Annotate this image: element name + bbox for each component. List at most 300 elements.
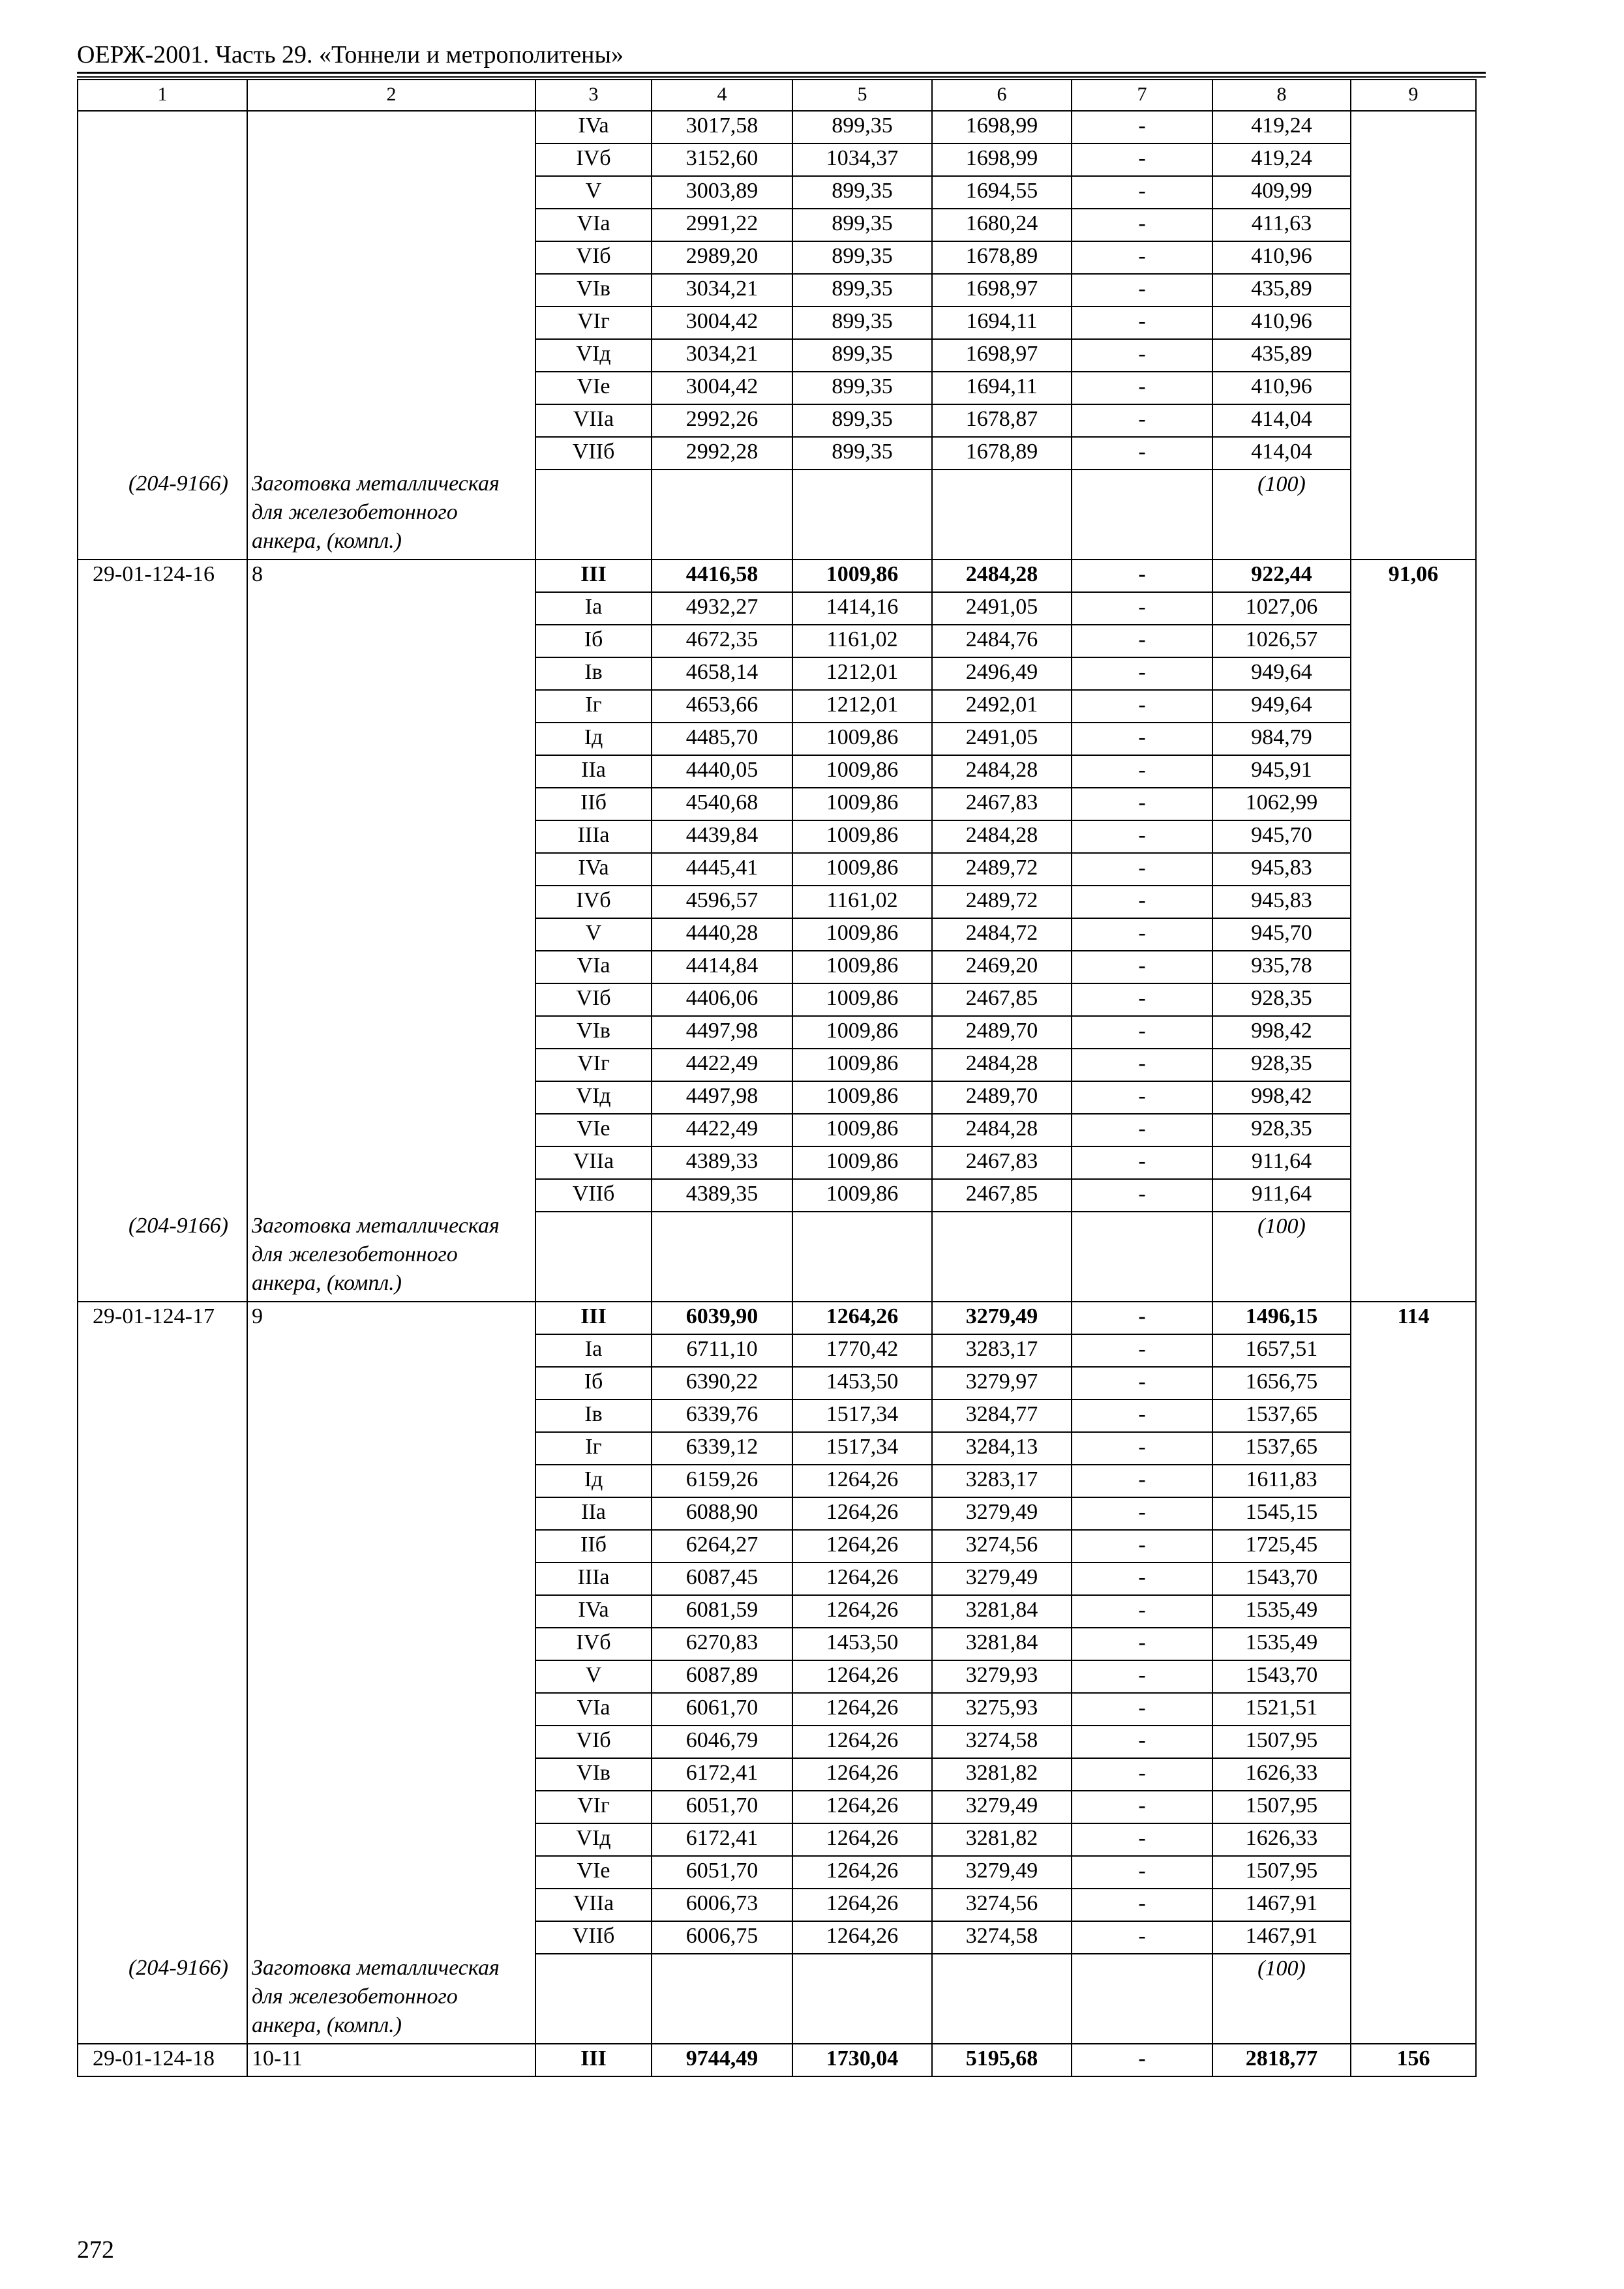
value-c5: 1009,86 bbox=[792, 951, 932, 983]
value-c4: 4485,70 bbox=[652, 723, 792, 755]
value-c5: 1009,86 bbox=[792, 723, 932, 755]
value-c3: VIб bbox=[535, 1726, 652, 1758]
value-c8: 1027,06 bbox=[1212, 592, 1351, 625]
value-c4: 6087,45 bbox=[652, 1563, 792, 1595]
value-c8: 1543,70 bbox=[1212, 1660, 1351, 1693]
value-c6: 3274,58 bbox=[932, 1726, 1072, 1758]
value-c5: 1264,26 bbox=[792, 1856, 932, 1889]
rate-code: 29-01-124-17 bbox=[78, 1302, 247, 1954]
column-header: 5 bbox=[792, 80, 932, 111]
table-row-main bbox=[78, 2044, 1476, 2076]
value-c4: 6339,12 bbox=[652, 1432, 792, 1465]
value-c3: V bbox=[535, 918, 652, 951]
value-c6: 3281,82 bbox=[932, 1758, 1072, 1791]
value-c7: - bbox=[1072, 1465, 1212, 1497]
value-c5: 1009,86 bbox=[792, 1114, 932, 1146]
column-header: 2 bbox=[247, 80, 535, 111]
value-c4: 6339,76 bbox=[652, 1399, 792, 1432]
value-c8: 998,42 bbox=[1212, 1081, 1351, 1114]
value-c8: 911,64 bbox=[1212, 1179, 1351, 1212]
empty-cell bbox=[1072, 1954, 1212, 2044]
value-c8: 435,89 bbox=[1212, 274, 1351, 307]
column-header: 1 bbox=[78, 80, 247, 111]
value-c3: VIв bbox=[535, 1016, 652, 1049]
value-c4: 4932,27 bbox=[652, 592, 792, 625]
value-c8: 1626,33 bbox=[1212, 1823, 1351, 1856]
value-c5: 1264,26 bbox=[792, 1530, 932, 1563]
value-c3: VIг bbox=[535, 1791, 652, 1823]
value-c8: 1537,65 bbox=[1212, 1399, 1351, 1432]
value-c8: 1521,51 bbox=[1212, 1693, 1351, 1726]
rate-name: 8 bbox=[247, 560, 535, 1212]
value-c7: - bbox=[1072, 1889, 1212, 1921]
value-c7: - bbox=[1072, 209, 1212, 241]
value-c8: 945,83 bbox=[1212, 886, 1351, 918]
value-c8: 1543,70 bbox=[1212, 1563, 1351, 1595]
empty-cell bbox=[652, 1954, 792, 2044]
value-c8: 945,83 bbox=[1212, 853, 1351, 886]
value-c6: 3284,77 bbox=[932, 1399, 1072, 1432]
value-c3: Iв bbox=[535, 1399, 652, 1432]
value-c4: 4414,84 bbox=[652, 951, 792, 983]
value-c8: 410,96 bbox=[1212, 372, 1351, 404]
value-c6: 1678,87 bbox=[932, 404, 1072, 437]
value-c5: 1161,02 bbox=[792, 625, 932, 657]
value-c6: 2489,70 bbox=[932, 1016, 1072, 1049]
value-c4: 6172,41 bbox=[652, 1823, 792, 1856]
value-c6: 3279,49 bbox=[932, 1563, 1072, 1595]
value-c8: 1507,95 bbox=[1212, 1791, 1351, 1823]
value-c5: 1009,86 bbox=[792, 1081, 932, 1114]
value-c6: 3283,17 bbox=[932, 1334, 1072, 1367]
material-description: Заготовка металлическая для железобетонного анкера, (компл.) bbox=[247, 470, 535, 560]
value-c3: Iг bbox=[535, 690, 652, 723]
page-header: ОЕРЖ-2001. Часть 29. «Тоннели и метрополитены» bbox=[77, 41, 624, 68]
rates-table bbox=[77, 79, 1477, 2077]
value-c7: - bbox=[1072, 983, 1212, 1016]
value-c6: 3283,17 bbox=[932, 1465, 1072, 1497]
value-c6: 2469,20 bbox=[932, 951, 1072, 983]
value-c5: 1414,16 bbox=[792, 592, 932, 625]
value-c7: - bbox=[1072, 723, 1212, 755]
value-c4: 4416,58 bbox=[652, 560, 792, 592]
empty-cell bbox=[792, 470, 932, 560]
value-c4: 2992,26 bbox=[652, 404, 792, 437]
rate-total: 91,06 bbox=[1351, 560, 1476, 1302]
rate-total: 114 bbox=[1351, 1302, 1476, 2044]
value-c7: - bbox=[1072, 437, 1212, 470]
header-rule-secondary bbox=[77, 76, 1486, 78]
material-code: (204-9166) bbox=[78, 1212, 247, 1302]
empty-cell bbox=[652, 470, 792, 560]
value-c3: VIIб bbox=[535, 1921, 652, 1954]
value-c3: V bbox=[535, 1660, 652, 1693]
value-c3: IIIa bbox=[535, 820, 652, 853]
value-c4: 6046,79 bbox=[652, 1726, 792, 1758]
value-c5: 1264,26 bbox=[792, 1758, 932, 1791]
value-c7: - bbox=[1072, 788, 1212, 820]
value-c5: 1264,26 bbox=[792, 1693, 932, 1726]
value-c5: 1770,42 bbox=[792, 1334, 932, 1367]
value-c4: 6159,26 bbox=[652, 1465, 792, 1497]
material-quantity: (100) bbox=[1212, 1954, 1351, 2044]
value-c7: - bbox=[1072, 1049, 1212, 1081]
value-c3: Ia bbox=[535, 592, 652, 625]
value-c3: IVб bbox=[535, 1628, 652, 1660]
value-c4: 3004,42 bbox=[652, 372, 792, 404]
value-c8: 410,96 bbox=[1212, 307, 1351, 339]
value-c6: 1694,11 bbox=[932, 372, 1072, 404]
value-c8: 1657,51 bbox=[1212, 1334, 1351, 1367]
value-c6: 3274,56 bbox=[932, 1530, 1072, 1563]
value-c8: 1467,91 bbox=[1212, 1889, 1351, 1921]
value-c7: - bbox=[1072, 1530, 1212, 1563]
value-c6: 1694,55 bbox=[932, 176, 1072, 209]
value-c3: VIд bbox=[535, 1081, 652, 1114]
value-c8: 945,70 bbox=[1212, 918, 1351, 951]
value-c6: 1698,97 bbox=[932, 274, 1072, 307]
value-c3: Iд bbox=[535, 723, 652, 755]
value-c3: III bbox=[535, 560, 652, 592]
table-row-main bbox=[78, 560, 1476, 592]
value-c6: 3281,84 bbox=[932, 1628, 1072, 1660]
rate-code: 29-01-124-16 bbox=[78, 560, 247, 1212]
value-c6: 2467,85 bbox=[932, 1179, 1072, 1212]
value-c6: 3275,93 bbox=[932, 1693, 1072, 1726]
value-c6: 3279,49 bbox=[932, 1856, 1072, 1889]
value-c5: 1161,02 bbox=[792, 886, 932, 918]
value-c7: - bbox=[1072, 1179, 1212, 1212]
value-c5: 1264,26 bbox=[792, 1889, 932, 1921]
value-c6: 3281,82 bbox=[932, 1823, 1072, 1856]
value-c4: 4422,49 bbox=[652, 1049, 792, 1081]
value-c5: 1034,37 bbox=[792, 143, 932, 176]
value-c8: 911,64 bbox=[1212, 1146, 1351, 1179]
value-c7: - bbox=[1072, 274, 1212, 307]
value-c7: - bbox=[1072, 1921, 1212, 1954]
value-c3: VIв bbox=[535, 274, 652, 307]
value-c5: 1264,26 bbox=[792, 1823, 932, 1856]
value-c4: 4389,33 bbox=[652, 1146, 792, 1179]
value-c6: 2484,72 bbox=[932, 918, 1072, 951]
value-c8: 1062,99 bbox=[1212, 788, 1351, 820]
value-c4: 6711,10 bbox=[652, 1334, 792, 1367]
table-row-material-note bbox=[78, 1954, 1476, 2044]
value-c7: - bbox=[1072, 1081, 1212, 1114]
value-c5: 899,35 bbox=[792, 176, 932, 209]
value-c4: 3004,42 bbox=[652, 307, 792, 339]
value-c6: 3279,49 bbox=[932, 1791, 1072, 1823]
value-c4: 6061,70 bbox=[652, 1693, 792, 1726]
value-c3: VIг bbox=[535, 1049, 652, 1081]
value-c8: 414,04 bbox=[1212, 404, 1351, 437]
value-c6: 1678,89 bbox=[932, 437, 1072, 470]
value-c3: V bbox=[535, 176, 652, 209]
value-c6: 2484,76 bbox=[932, 625, 1072, 657]
value-c4: 6006,73 bbox=[652, 1889, 792, 1921]
material-description: Заготовка металлическая для железобетонного анкера, (компл.) bbox=[247, 1212, 535, 1302]
value-c6: 2484,28 bbox=[932, 1049, 1072, 1081]
value-c4: 6051,70 bbox=[652, 1791, 792, 1823]
material-description: Заготовка металлическая для железобетонного анкера, (компл.) bbox=[247, 1954, 535, 2044]
value-c5: 1009,86 bbox=[792, 1179, 932, 1212]
empty-cell bbox=[1072, 1212, 1212, 1302]
value-c3: VIe bbox=[535, 372, 652, 404]
value-c5: 1264,26 bbox=[792, 1791, 932, 1823]
page-number: 272 bbox=[77, 2236, 114, 2264]
empty-cell bbox=[932, 470, 1072, 560]
column-header: 8 bbox=[1212, 80, 1351, 111]
value-c5: 1009,86 bbox=[792, 560, 932, 592]
value-c7: - bbox=[1072, 820, 1212, 853]
column-header: 9 bbox=[1351, 80, 1476, 111]
value-c6: 2492,01 bbox=[932, 690, 1072, 723]
value-c7: - bbox=[1072, 1302, 1212, 1334]
value-c5: 1009,86 bbox=[792, 983, 932, 1016]
value-c3: VIIб bbox=[535, 437, 652, 470]
value-c3: IIб bbox=[535, 1530, 652, 1563]
value-c5: 1009,86 bbox=[792, 853, 932, 886]
value-c5: 1264,26 bbox=[792, 1465, 932, 1497]
value-c4: 4497,98 bbox=[652, 1081, 792, 1114]
value-c3: VIe bbox=[535, 1114, 652, 1146]
value-c5: 1009,86 bbox=[792, 1016, 932, 1049]
value-c3: VIIa bbox=[535, 404, 652, 437]
value-c6: 5195,68 bbox=[932, 2044, 1072, 2076]
material-code: (204-9166) bbox=[78, 470, 247, 560]
column-header: 3 bbox=[535, 80, 652, 111]
value-c6: 2484,28 bbox=[932, 820, 1072, 853]
value-c7: - bbox=[1072, 886, 1212, 918]
value-c3: VIб bbox=[535, 983, 652, 1016]
value-c3: VIa bbox=[535, 209, 652, 241]
value-c3: Iг bbox=[535, 1432, 652, 1465]
value-c3: VIг bbox=[535, 307, 652, 339]
value-c3: VIд bbox=[535, 1823, 652, 1856]
value-c3: IVa bbox=[535, 111, 652, 143]
value-c8: 1545,15 bbox=[1212, 1497, 1351, 1530]
value-c6: 2484,28 bbox=[932, 1114, 1072, 1146]
value-c7: - bbox=[1072, 560, 1212, 592]
material-code: (204-9166) bbox=[78, 1954, 247, 2044]
value-c7: - bbox=[1072, 1367, 1212, 1399]
empty-cell bbox=[1072, 470, 1212, 560]
value-c8: 1467,91 bbox=[1212, 1921, 1351, 1954]
value-c6: 2467,83 bbox=[932, 788, 1072, 820]
value-c3: VIe bbox=[535, 1856, 652, 1889]
value-c5: 899,35 bbox=[792, 307, 932, 339]
value-c7: - bbox=[1072, 1146, 1212, 1179]
empty-cell bbox=[792, 1954, 932, 2044]
value-c3: III bbox=[535, 2044, 652, 2076]
value-c4: 6270,83 bbox=[652, 1628, 792, 1660]
value-c4: 3034,21 bbox=[652, 274, 792, 307]
value-c4: 2989,20 bbox=[652, 241, 792, 274]
value-c7: - bbox=[1072, 918, 1212, 951]
value-c8: 935,78 bbox=[1212, 951, 1351, 983]
value-c4: 4653,66 bbox=[652, 690, 792, 723]
value-c4: 3017,58 bbox=[652, 111, 792, 143]
value-c5: 899,35 bbox=[792, 111, 932, 143]
value-c3: IIб bbox=[535, 788, 652, 820]
value-c7: - bbox=[1072, 1758, 1212, 1791]
value-c4: 4439,84 bbox=[652, 820, 792, 853]
value-c4: 4440,05 bbox=[652, 755, 792, 788]
value-c8: 409,99 bbox=[1212, 176, 1351, 209]
value-c7: - bbox=[1072, 657, 1212, 690]
value-c7: - bbox=[1072, 1563, 1212, 1595]
value-c8: 949,64 bbox=[1212, 657, 1351, 690]
value-c6: 2484,28 bbox=[932, 755, 1072, 788]
value-c8: 1535,49 bbox=[1212, 1628, 1351, 1660]
value-c5: 899,35 bbox=[792, 209, 932, 241]
value-c3: Ia bbox=[535, 1334, 652, 1367]
value-c4: 4406,06 bbox=[652, 983, 792, 1016]
value-c6: 1694,11 bbox=[932, 307, 1072, 339]
empty-cell bbox=[535, 1212, 652, 1302]
value-c5: 1212,01 bbox=[792, 657, 932, 690]
value-c8: 419,24 bbox=[1212, 143, 1351, 176]
value-c6: 3281,84 bbox=[932, 1595, 1072, 1628]
value-c7: - bbox=[1072, 1497, 1212, 1530]
value-c7: - bbox=[1072, 111, 1212, 143]
value-c5: 1009,86 bbox=[792, 918, 932, 951]
value-c7: - bbox=[1072, 625, 1212, 657]
value-c7: - bbox=[1072, 1660, 1212, 1693]
value-c7: - bbox=[1072, 755, 1212, 788]
empty-cell bbox=[932, 1212, 1072, 1302]
value-c3: IVa bbox=[535, 853, 652, 886]
value-c3: IVб bbox=[535, 143, 652, 176]
value-c4: 6081,59 bbox=[652, 1595, 792, 1628]
value-c3: IIIa bbox=[535, 1563, 652, 1595]
value-c4: 4422,49 bbox=[652, 1114, 792, 1146]
value-c8: 1507,95 bbox=[1212, 1726, 1351, 1758]
value-c5: 1517,34 bbox=[792, 1432, 932, 1465]
value-c4: 3152,60 bbox=[652, 143, 792, 176]
value-c7: - bbox=[1072, 1823, 1212, 1856]
value-c7: - bbox=[1072, 339, 1212, 372]
value-c3: Iв bbox=[535, 657, 652, 690]
value-c5: 1264,26 bbox=[792, 1497, 932, 1530]
value-c7: - bbox=[1072, 404, 1212, 437]
value-c6: 3279,49 bbox=[932, 1497, 1072, 1530]
value-c8: 1626,33 bbox=[1212, 1758, 1351, 1791]
value-c5: 1517,34 bbox=[792, 1399, 932, 1432]
value-c4: 4658,14 bbox=[652, 657, 792, 690]
value-c8: 928,35 bbox=[1212, 983, 1351, 1016]
value-c7: - bbox=[1072, 307, 1212, 339]
value-c6: 3274,56 bbox=[932, 1889, 1072, 1921]
empty-cell bbox=[932, 1954, 1072, 2044]
value-c7: - bbox=[1072, 1595, 1212, 1628]
value-c7: - bbox=[1072, 690, 1212, 723]
value-c5: 1009,86 bbox=[792, 788, 932, 820]
value-c6: 3279,97 bbox=[932, 1367, 1072, 1399]
column-header-row bbox=[78, 80, 1476, 111]
value-c4: 6051,70 bbox=[652, 1856, 792, 1889]
value-c4: 6088,90 bbox=[652, 1497, 792, 1530]
value-c7: - bbox=[1072, 143, 1212, 176]
value-c5: 899,35 bbox=[792, 404, 932, 437]
value-c4: 6172,41 bbox=[652, 1758, 792, 1791]
value-c5: 1453,50 bbox=[792, 1367, 932, 1399]
value-c5: 899,35 bbox=[792, 241, 932, 274]
value-c6: 2489,72 bbox=[932, 886, 1072, 918]
empty-cell bbox=[535, 470, 652, 560]
value-c4: 6006,75 bbox=[652, 1921, 792, 1954]
value-c7: - bbox=[1072, 951, 1212, 983]
value-c3: VIa bbox=[535, 1693, 652, 1726]
value-c8: 411,63 bbox=[1212, 209, 1351, 241]
value-c4: 4540,68 bbox=[652, 788, 792, 820]
empty-cell bbox=[792, 1212, 932, 1302]
value-c8: 922,44 bbox=[1212, 560, 1351, 592]
value-c5: 1009,86 bbox=[792, 1049, 932, 1081]
value-c8: 410,96 bbox=[1212, 241, 1351, 274]
value-c8: 414,04 bbox=[1212, 437, 1351, 470]
value-c7: - bbox=[1072, 2044, 1212, 2076]
value-c7: - bbox=[1072, 853, 1212, 886]
value-c8: 1656,75 bbox=[1212, 1367, 1351, 1399]
value-c4: 9744,49 bbox=[652, 2044, 792, 2076]
value-c5: 899,35 bbox=[792, 372, 932, 404]
value-c4: 6039,90 bbox=[652, 1302, 792, 1334]
value-c8: 984,79 bbox=[1212, 723, 1351, 755]
table-body bbox=[78, 80, 1476, 2076]
value-c8: 435,89 bbox=[1212, 339, 1351, 372]
value-c6: 1698,97 bbox=[932, 339, 1072, 372]
value-c5: 1264,26 bbox=[792, 1595, 932, 1628]
value-c4: 4497,98 bbox=[652, 1016, 792, 1049]
value-c8: 928,35 bbox=[1212, 1049, 1351, 1081]
value-c3: IVб bbox=[535, 886, 652, 918]
value-c3: IVa bbox=[535, 1595, 652, 1628]
value-c6: 3279,93 bbox=[932, 1660, 1072, 1693]
rate-code bbox=[78, 111, 247, 470]
value-c8: 419,24 bbox=[1212, 111, 1351, 143]
value-c6: 1698,99 bbox=[932, 143, 1072, 176]
value-c5: 1730,04 bbox=[792, 2044, 932, 2076]
value-c8: 1496,15 bbox=[1212, 1302, 1351, 1334]
value-c8: 928,35 bbox=[1212, 1114, 1351, 1146]
value-c4: 2991,22 bbox=[652, 209, 792, 241]
value-c5: 1453,50 bbox=[792, 1628, 932, 1660]
value-c7: - bbox=[1072, 1399, 1212, 1432]
value-c3: Iб bbox=[535, 625, 652, 657]
value-c8: 1537,65 bbox=[1212, 1432, 1351, 1465]
value-c3: VIa bbox=[535, 951, 652, 983]
value-c6: 3284,13 bbox=[932, 1432, 1072, 1465]
value-c6: 1698,99 bbox=[932, 111, 1072, 143]
rate-name: 10-11 bbox=[247, 2044, 535, 2076]
value-c8: 949,64 bbox=[1212, 690, 1351, 723]
value-c5: 1264,26 bbox=[792, 1726, 932, 1758]
value-c7: - bbox=[1072, 1726, 1212, 1758]
value-c4: 6264,27 bbox=[652, 1530, 792, 1563]
value-c4: 4389,35 bbox=[652, 1179, 792, 1212]
value-c8: 945,91 bbox=[1212, 755, 1351, 788]
header-rule bbox=[77, 72, 1486, 74]
table-row bbox=[78, 111, 1476, 143]
value-c3: VIIa bbox=[535, 1889, 652, 1921]
value-c4: 4440,28 bbox=[652, 918, 792, 951]
value-c7: - bbox=[1072, 592, 1212, 625]
rate-name: 9 bbox=[247, 1302, 535, 1954]
value-c5: 899,35 bbox=[792, 437, 932, 470]
value-c5: 1212,01 bbox=[792, 690, 932, 723]
table-row-main bbox=[78, 1302, 1476, 1334]
